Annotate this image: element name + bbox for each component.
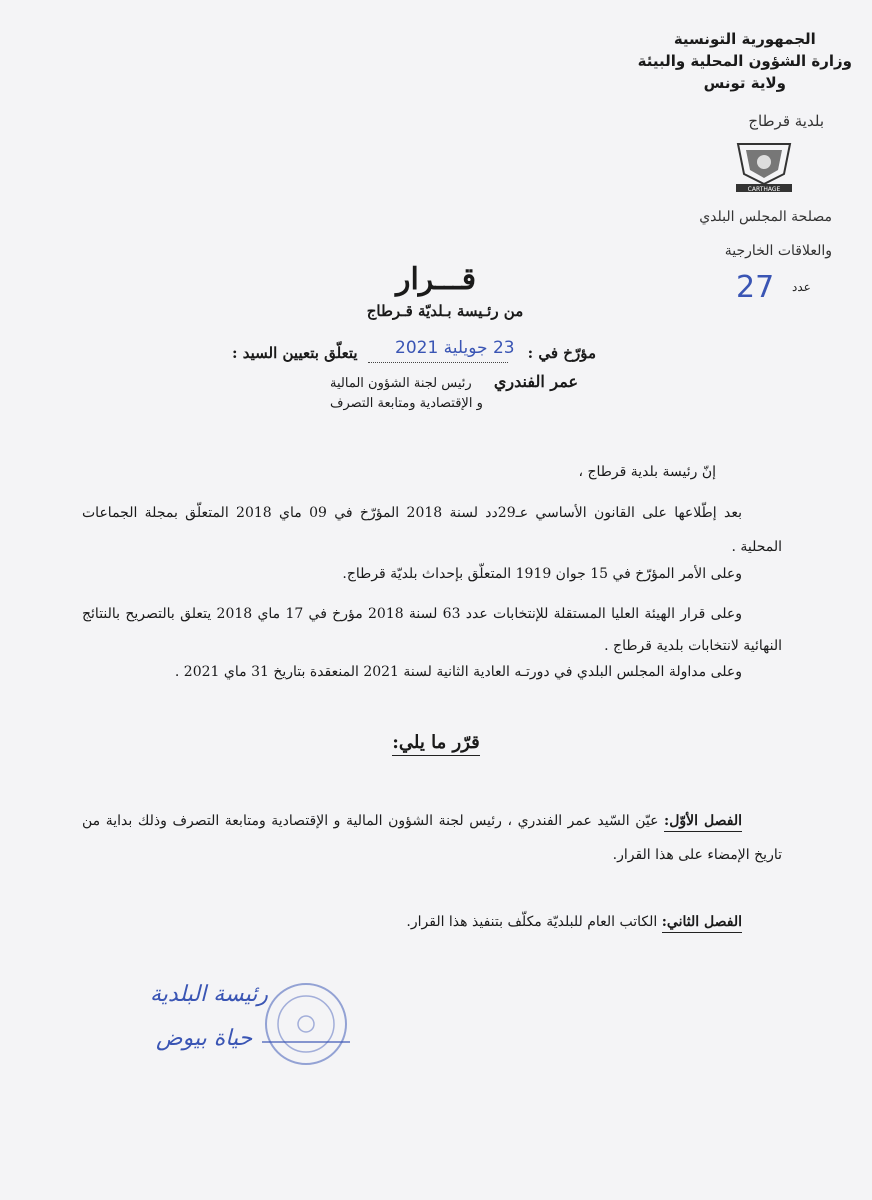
preamble-para-4: وعلى مداولة المجلس البلدي في دورتـه العادية الثانية لسنة 2021 المنعقدة بتاريخ 31 ماي 2021 . [174, 664, 742, 680]
decision-title: قـــرار [395, 262, 477, 297]
article-2-text: الكاتب العام للبلديّة مكلّف بتنفيذ هذا القرار. [406, 914, 658, 930]
reference-number: 27 [736, 270, 775, 305]
logo-text: CARTHAGE [747, 186, 781, 192]
service-line-1: مصلحة المجلس البلدي [699, 209, 832, 225]
person-role-1: رئيس لجنة الشؤون المالية [330, 376, 472, 391]
regarding-label: يتعلّق بتعيين السيد : [232, 344, 358, 362]
header-ministry: وزارة الشؤون المحلية والبيئة [637, 52, 852, 70]
reference-label: عدد [792, 280, 811, 294]
signature-title: رئيسة البلدية [150, 982, 269, 1007]
article-1-text: عيّن السّيد عمر الفندري ، رئيس لجنة الشؤون المالية و الإقتصادية ومتابعة التصرف وذلك بداية من تاريخ الإمضاء على هذا القرار. [82, 813, 782, 863]
date-stamp: 23 جويلية 2021 [395, 338, 515, 358]
signature-name: حياة بيوض [156, 1026, 253, 1051]
official-stamp-icon [262, 980, 350, 1068]
article-1-label: الفصل الأوّل: [664, 813, 742, 832]
preamble-para-2: وعلى الأمر المؤرّخ في 15 جوان 1919 المتعلّق بإحداث بلديّة قرطاج. [342, 566, 742, 582]
header-governorate: ولاية تونس [703, 74, 786, 92]
decides-heading [0, 732, 872, 753]
person-role-2: و الإقتصادية ومتابعة التصرف [330, 396, 483, 411]
municipality-name: بلدية قرطاج [748, 112, 824, 130]
person-name: عمر الفندري [493, 372, 578, 391]
article-2-label: الفصل الثاني: [662, 914, 742, 933]
header-republic: الجمهورية التونسية [673, 30, 816, 48]
preamble-para-1: بعد إطّلاعها على القانون الأساسي عـ29دد لسنة 2018 المؤرّخ في 09 ماي 2018 المتعلّق بمجلة الجماعات المحلية . [82, 505, 782, 555]
preamble-intro: إنّ رئيسة بلدية قرطاج ، [578, 464, 716, 480]
article-2 [82, 914, 782, 930]
carthage-logo-icon [734, 140, 794, 192]
dated-label: مؤرّخ في : [527, 344, 596, 362]
article-1 [82, 804, 782, 872]
preamble-para-3: وعلى قرار الهيئة العليا المستقلة للإنتخابات عدد 63 لسنة 2018 مؤرخ في 17 ماي 2018 يتعلق بالتصريح بالنتائج النهائية لانتخابات بلدية قرطاج . [82, 606, 782, 654]
service-block [699, 200, 832, 268]
decides-heading-text: قرّر ما يلي: [392, 732, 480, 756]
decision-subtitle: من رئـيسة بـلديّة قـرطاج [366, 302, 524, 320]
service-line-2: والعلاقات الخارجية [724, 243, 832, 259]
letterhead [638, 28, 852, 94]
